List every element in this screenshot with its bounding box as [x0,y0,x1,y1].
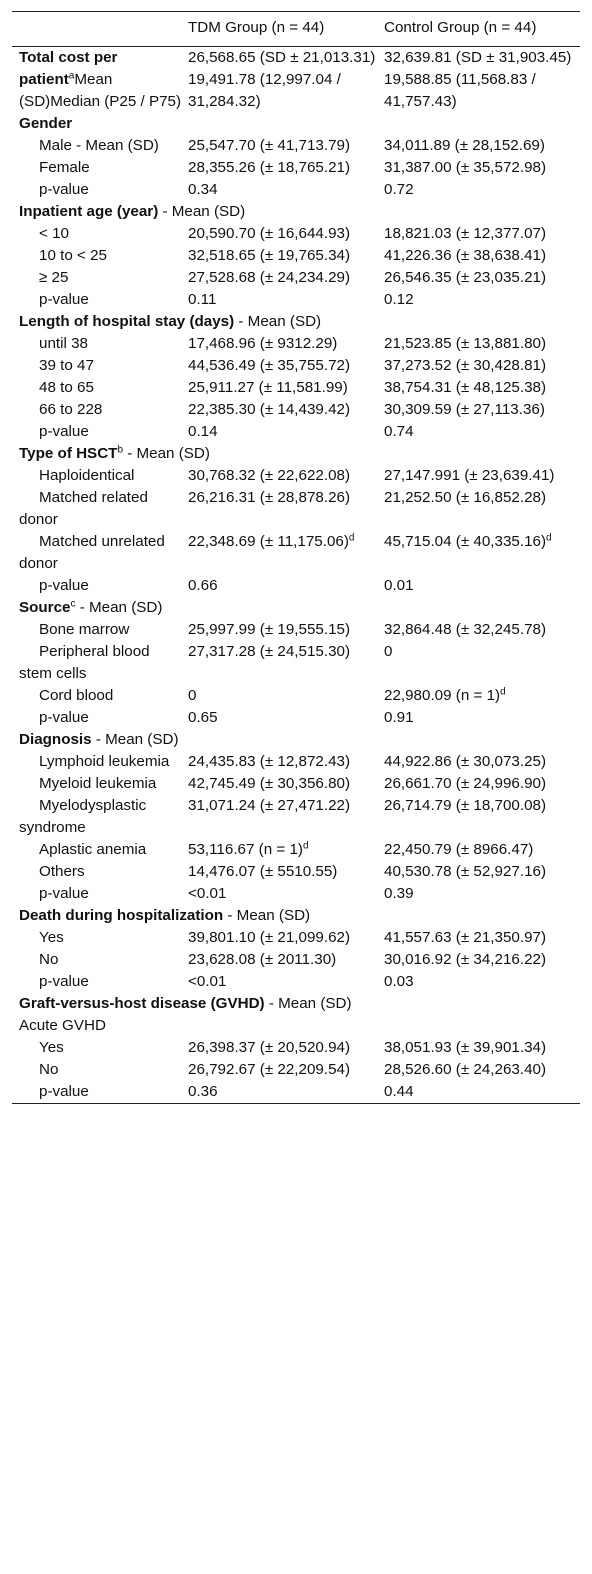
row-label-cell [12,861,188,883]
control-value: 0.01 [384,577,414,594]
table-row [12,245,580,267]
tdm-value-cell [188,135,384,157]
table-row [12,267,580,289]
row-label-cell [12,795,188,839]
tdm-value: 53,116.67 (n = 1) [188,841,303,858]
tdm-value: <0.01 [188,973,227,990]
tdm-value: 32,518.65 (± 19,765.34) [188,247,351,264]
table-header [12,12,580,47]
section-title: Gender [19,115,73,132]
tdm-value-cell [188,223,384,245]
row-label-cell [12,421,188,443]
section-label-cell [12,1015,580,1037]
control-value-cell [384,355,580,377]
table-row [12,179,580,201]
control-value-cell [384,927,580,949]
tdm-value-cell [188,883,384,905]
control-value-cell [384,773,580,795]
tdm-value: 25,997.99 (± 19,555.15) [188,621,351,638]
row-label-cell [12,685,188,707]
tdm-value-cell [188,179,384,201]
row-label-cell [12,1037,188,1059]
tdm-value: 28,355.26 (± 18,765.21) [188,159,351,176]
row-label-cell [12,157,188,179]
tdm-value: 31,071.24 (± 27,471.22) [188,797,351,814]
table-row [12,1059,580,1081]
footnote-marker: c [70,598,76,610]
row-label: No [39,1061,59,1078]
section-title: Graft-versus-host disease (GVHD) [19,995,265,1012]
row-label: Cord blood [39,687,114,704]
row-label: p-value [39,709,89,726]
tdm-value: 42,745.49 (± 30,356.80) [188,775,351,792]
control-value: 26,546.35 (± 23,035.21) [384,269,547,286]
tdm-value: 20,590.70 (± 16,644.93) [188,225,351,242]
footnote-marker: d [500,686,506,698]
tdm-value: 22,348.69 (± 11,175.06) [188,533,349,550]
control-value-cell [384,861,580,883]
row-label-cell [12,949,188,971]
control-value: 22,450.79 (± 8966.47) [384,841,534,858]
footnote-marker: d [348,532,355,544]
row-label: Yes [39,1039,64,1056]
tdm-value: 0 [188,687,197,704]
control-value: 44,922.86 (± 30,073.25) [384,753,547,770]
section-row [12,113,580,135]
row-label: Peripheral blood stem cells [19,643,150,682]
control-value: 30,016.92 (± 34,216.22) [384,951,547,968]
row-label: Yes [39,929,64,946]
row-label-cell [12,531,188,575]
tdm-value: 44,536.49 (± 35,755.72) [188,357,351,374]
control-value-cell [384,707,580,729]
section-row [12,905,580,927]
row-label: No [39,951,59,968]
control-value: 21,252.50 (± 16,852.28) [384,489,547,506]
table-row [12,487,580,531]
row-label: Lymphoid leukemia [39,753,170,770]
section-label-cell [12,993,580,1015]
tdm-value: 0.14 [188,423,218,440]
control-value-cell [384,267,580,289]
table-row [12,707,580,729]
tdm-value-cell [188,751,384,773]
section-title: Type of HSCT [19,445,118,462]
tdm-value-cell [188,839,384,861]
tdm-value-cell [188,333,384,355]
tdm-value: 23,628.08 (± 2011.30) [188,951,337,968]
tdm-value-cell [188,795,384,839]
section-subtitle: - Mean (SD) [91,731,179,748]
tdm-value: 25,547.70 (± 41,713.79) [188,137,351,154]
row-label: Matched related donor [19,489,148,528]
control-value-cell [384,619,580,641]
row-label: p-value [39,577,89,594]
row-label-cell [12,927,188,949]
row-label-cell [12,707,188,729]
row-label-cell [12,377,188,399]
control-value: 31,387.00 (± 35,572.98) [384,159,547,176]
cost-table [12,11,580,1104]
control-value-cell [384,47,580,114]
tdm-value-cell [188,421,384,443]
tdm-value: 25,911.27 (± 11,581.99) [188,379,348,396]
tdm-value-cell [188,1081,384,1104]
control-value-cell [384,839,580,861]
tdm-value: 26,568.65 (SD ± 21,013.31) 19,491.78 (12,997.04 / 31,284.32) [188,49,376,110]
control-value: 27,147.991 (± 23,639.41) [384,467,555,484]
table-row [12,575,580,597]
row-label-cell [12,289,188,311]
row-label: 39 to 47 [39,357,94,374]
control-value-cell [384,641,580,685]
tdm-value-cell [188,355,384,377]
section-label-cell [12,905,580,927]
table-row [12,47,580,114]
tdm-value-cell [188,685,384,707]
control-value-cell [384,399,580,421]
tdm-value-cell [188,575,384,597]
table-row [12,949,580,971]
table-row [12,333,580,355]
row-label: Matched unrelated donor [19,533,165,572]
control-value-cell [384,883,580,905]
row-label-cell [12,773,188,795]
table-row [12,1037,580,1059]
table-row [12,289,580,311]
footnote-marker: b [117,444,123,456]
tdm-value: 26,216.31 (± 28,878.26) [188,489,351,506]
row-label: 10 to < 25 [39,247,107,264]
table-row [12,355,580,377]
row-label: p-value [39,885,89,902]
row-label-cell [12,641,188,685]
control-value: 21,523.85 (± 13,881.80) [384,335,547,352]
row-label: Myeloid leukemia [39,775,157,792]
tdm-value: 27,317.28 (± 24,515.30) [188,643,351,660]
tdm-value-cell [188,773,384,795]
tdm-value: 14,476.07 (± 5510.55) [188,863,338,880]
row-label: p-value [39,973,89,990]
section-title: Diagnosis [19,731,92,748]
row-label-cell [12,619,188,641]
row-label-cell [12,355,188,377]
tdm-value: 0.11 [188,291,217,308]
tdm-value: 22,385.30 (± 14,439.42) [188,401,351,418]
table-row [12,465,580,487]
control-value: 38,754.31 (± 48,125.38) [384,379,547,396]
control-value: 0 [384,643,393,660]
section-label-cell [12,311,580,333]
control-value: 32,639.81 (SD ± 31,903.45) 19,588.85 (11,568.83 / 41,757.43) [384,49,572,110]
row-label-cell [12,1081,188,1104]
row-label-cell [12,223,188,245]
tdm-value: 17,468.96 (± 9312.29) [188,335,338,352]
tdm-value-cell [188,289,384,311]
control-value-cell [384,465,580,487]
tdm-value-cell [188,267,384,289]
control-value: 0.74 [384,423,414,440]
tdm-value-cell [188,971,384,993]
control-value: 0.03 [384,973,414,990]
footnote-marker: a [68,70,75,82]
section-subtitle: - Mean (SD) [158,203,246,220]
tdm-value-cell [188,949,384,971]
row-label-cell [12,135,188,157]
tdm-value-cell [188,619,384,641]
table-row [12,971,580,993]
control-value: 41,557.63 (± 21,350.97) [384,929,547,946]
section-label-cell [12,443,580,465]
row-label: p-value [39,423,89,440]
row-label: Male - Mean (SD) [39,137,159,154]
control-value-cell [384,487,580,531]
table-row [12,883,580,905]
control-value-cell [384,751,580,773]
row-label-cell [12,487,188,531]
row-label-bold: Total cost per patient [19,49,118,88]
tdm-value-cell [188,927,384,949]
row-label: Aplastic anemia [39,841,147,858]
control-value-cell [384,971,580,993]
tdm-value-cell [188,399,384,421]
row-label: < 10 [39,225,69,242]
tdm-value-cell [188,487,384,531]
header-tdm-group: TDM Group (n = 44) [188,19,325,36]
table-row [12,421,580,443]
tdm-value-cell [188,861,384,883]
footnote-marker: d [302,840,309,852]
control-value: 26,661.70 (± 24,996.90) [384,775,547,792]
tdm-value: 26,398.37 (± 20,520.94) [188,1039,351,1056]
control-value: 38,051.93 (± 39,901.34) [384,1039,547,1056]
section-row [12,993,580,1015]
section-subtitle: - Mean (SD) [234,313,322,330]
section-subtitle: - Mean (SD) [75,599,163,616]
control-value: 37,273.52 (± 30,428.81) [384,357,547,374]
tdm-value: 0.36 [188,1083,218,1100]
control-value-cell [384,949,580,971]
tdm-value-cell [188,707,384,729]
row-label-cell [12,465,188,487]
table-row [12,839,580,861]
section-label-cell [12,729,580,751]
section-row [12,443,580,465]
control-value: 18,821.03 (± 12,377.07) [384,225,547,242]
row-label-cell [12,883,188,905]
control-value: 0.91 [384,709,414,726]
tdm-value: 0.34 [188,181,218,198]
tdm-value: <0.01 [188,885,227,902]
table-row [12,135,580,157]
row-label-cell [12,575,188,597]
control-value-cell [384,377,580,399]
header-control-group: Control Group (n = 44) [384,19,537,36]
table-row [12,377,580,399]
tdm-value-cell [188,531,384,575]
tdm-value: 39,801.10 (± 21,099.62) [188,929,351,946]
table-row [12,927,580,949]
tdm-value-cell [188,1037,384,1059]
control-value: 28,526.60 (± 24,263.40) [384,1061,547,1078]
row-label: p-value [39,1083,89,1100]
section-title: Source [19,599,71,616]
control-value-cell [384,333,580,355]
row-label-cell [12,47,188,114]
header-row [12,12,580,47]
tdm-value-cell [188,641,384,685]
table-row [12,531,580,575]
row-label: Bone marrow [39,621,130,638]
control-value-cell [384,289,580,311]
control-value-cell [384,531,580,575]
row-label-cell [12,971,188,993]
row-label: p-value [39,291,89,308]
tdm-value-cell [188,245,384,267]
control-value-cell [384,795,580,839]
control-value-cell [384,685,580,707]
row-label-rest: Mean (SD)Median (P25 / P75) [19,71,182,110]
control-value: 26,714.79 (± 18,700.08) [384,797,547,814]
section-subtitle: Acute GVHD [19,1017,106,1034]
table-row [12,399,580,421]
control-value-cell [384,157,580,179]
table-row [12,751,580,773]
section-row [12,311,580,333]
row-label: 48 to 65 [39,379,94,396]
section-label-cell [12,113,580,135]
table-row [12,641,580,685]
control-value: 41,226.36 (± 38,638.41) [384,247,547,264]
row-label-cell [12,333,188,355]
row-label: Haploidentical [39,467,135,484]
section-subtitle: - Mean (SD) [123,445,210,462]
control-value-cell [384,179,580,201]
tdm-value: 30,768.32 (± 22,622.08) [188,467,351,484]
row-label: Female [39,159,90,176]
control-value-cell [384,245,580,267]
control-value: 0.72 [384,181,414,198]
control-value-cell [384,1059,580,1081]
row-label-cell [12,751,188,773]
table-row [12,773,580,795]
control-value: 34,011.89 (± 28,152.69) [384,137,545,154]
section-subtitle: - Mean (SD) [264,995,352,1012]
section-title: Length of hospital stay (days) [19,313,235,330]
section-row [12,729,580,751]
table-row [12,1081,580,1104]
tdm-value: 0.65 [188,709,218,726]
tdm-value: 0.66 [188,577,218,594]
control-value-cell [384,421,580,443]
control-value-cell [384,223,580,245]
control-value-cell [384,1037,580,1059]
row-label-cell [12,399,188,421]
tdm-value: 24,435.83 (± 12,872.43) [188,753,351,770]
table-row [12,223,580,245]
row-label: until 38 [39,335,88,352]
tdm-value: 27,528.68 (± 24,234.29) [188,269,351,286]
table-row [12,795,580,839]
table-body [12,47,580,1104]
row-label-cell [12,179,188,201]
control-value: 22,980.09 (n = 1) [384,687,501,704]
section-row [12,201,580,223]
row-label: Others [39,863,85,880]
control-value: 30,309.59 (± 27,113.36) [384,401,545,418]
row-label-cell [12,267,188,289]
control-value: 32,864.48 (± 32,245.78) [384,621,547,638]
row-label: p-value [39,181,89,198]
tdm-value-cell [188,377,384,399]
section-subtitle: - Mean (SD) [223,907,311,924]
control-value: 40,530.78 (± 52,927.16) [384,863,547,880]
row-label-cell [12,1059,188,1081]
table-row [12,619,580,641]
footnote-marker: d [546,532,552,544]
control-value: 0.44 [384,1083,414,1100]
section-row [12,597,580,619]
section-label-cell [12,597,580,619]
header-empty-cell [12,12,188,47]
section-title: Inpatient age (year) [19,203,159,220]
table-row [12,685,580,707]
tdm-value-cell [188,465,384,487]
tdm-value-cell [188,157,384,179]
table-row [12,861,580,883]
tdm-value-cell [188,47,384,114]
control-value-cell [384,575,580,597]
row-label: Myelodysplastic syndrome [19,797,147,836]
row-label-cell [12,245,188,267]
section-label-cell [12,201,580,223]
control-value-cell [384,1081,580,1104]
table-row [12,157,580,179]
tdm-value-cell [188,1059,384,1081]
control-value: 0.12 [384,291,414,308]
section-title: Death during hospitalization [19,907,224,924]
control-value: 45,715.04 (± 40,335.16) [384,533,547,550]
section-row [12,1015,580,1037]
row-label-cell [12,839,188,861]
control-value-cell [384,135,580,157]
control-value: 0.39 [384,885,414,902]
row-label: 66 to 228 [39,401,103,418]
row-label: ≥ 25 [39,269,69,286]
tdm-value: 26,792.67 (± 22,209.54) [188,1061,351,1078]
